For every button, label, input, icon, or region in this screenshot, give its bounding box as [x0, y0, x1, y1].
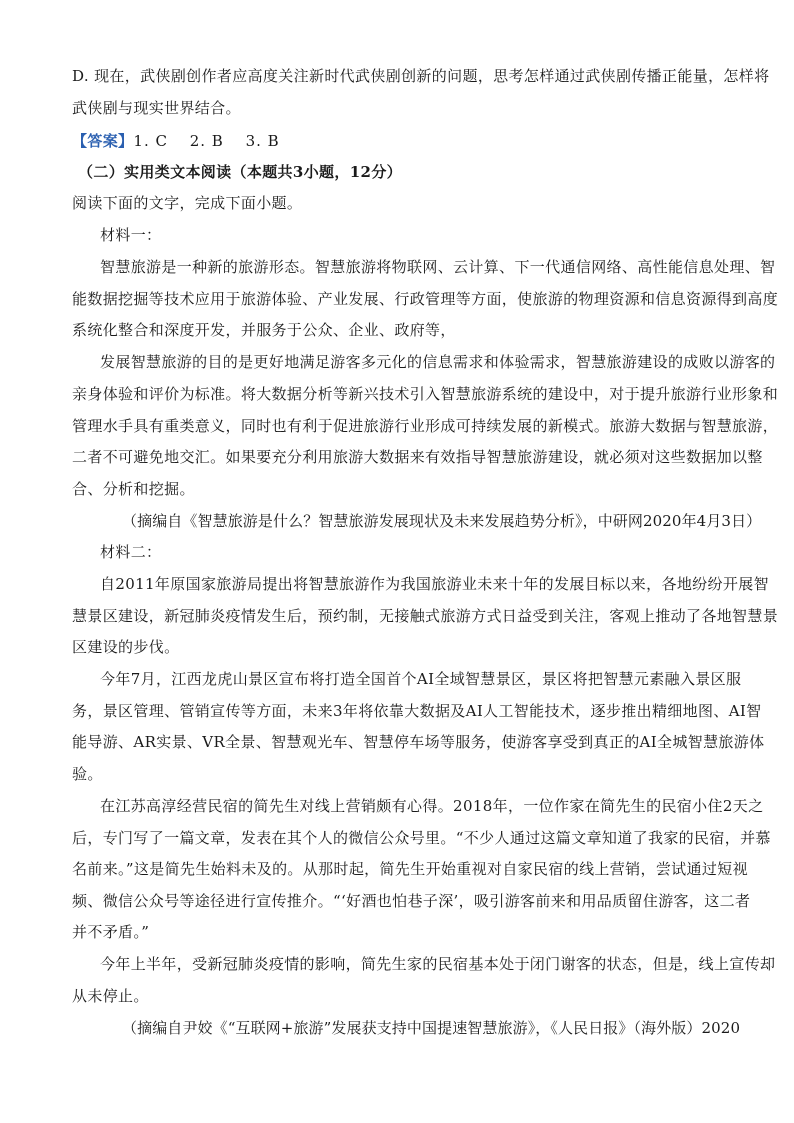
- material2-para2-line-4: 验。: [72, 765, 103, 783]
- material2-para1-line-1: 自2011年原国家旅游局提出将智慧旅游作为我国旅游业未来十年的发展目标以来，各地纷纷开展智: [100, 575, 769, 593]
- material2-para2-line-3: 能导游、AR实景、VR全景、智慧观光车、智慧停车场等服务，使游客享受到真正的AI全城智慧旅游体: [72, 733, 765, 751]
- material2-para4-line-2: 从未停止。: [72, 987, 149, 1005]
- material1-para2-line-4: 二者不可避免地交汇。如果要充分利用旅游大数据来有效指导智慧旅游建设，就必须对这些数据加以整: [72, 448, 763, 466]
- material2-label: 材料二：: [100, 543, 162, 561]
- material1-para1-line-1: 智慧旅游是一种新的旅游形态。智慧旅游将物联网、云计算、下一代通信网络、高性能信息处理、智: [100, 258, 776, 276]
- material1-source: （摘编自《智慧旅游是什么？智慧旅游发展现状及未来发展趋势分析》，中研网2020年4月3日）: [122, 512, 762, 530]
- material1-para1-line-2: 能数据挖掘等技术应用于旅游体验、产业发展、行政管理等方面，使旅游的物理资源和信息资源得到高度: [72, 290, 779, 308]
- section-heading: （二）实用类文本阅读（本题共3小题，12分）: [78, 163, 403, 181]
- option-d-line-2: 武侠剧与现实世界结合。: [72, 99, 241, 117]
- material1-para1-line-3: 系统化整合和深度开发，并服务于公众、企业、政府等，: [72, 321, 456, 339]
- material1-para2-line-1: 发展智慧旅游的目的是更好地满足游客多元化的信息需求和体验需求，智慧旅游建设的成败以游客的: [100, 353, 776, 371]
- answer-line: [72, 131, 280, 151]
- material2-para1-line-3: 区建设的步伐。: [72, 638, 180, 656]
- answer-values: 1. C 2. B 3. B: [133, 132, 280, 150]
- material1-para2-line-5: 合、分析和挖掘。: [72, 480, 195, 498]
- answer-label: 【答案】: [72, 132, 134, 150]
- material1-label: 材料一：: [100, 226, 162, 244]
- material2-para3-line-3: 名前来。”这是简先生始料未及的。从那时起，简先生开始重视对自家民宿的线上营销，尝试通过短视: [72, 860, 748, 878]
- material1-para2-line-3: 管理水手具有重类意义，同时也有利于促进旅游行业形成可持续发展的新模式。旅游大数据与智慧旅游，: [72, 417, 779, 435]
- material2-source: （摘编自尹姣《“互联网+旅游”发展获支持中国提速智慧旅游》，《人民日报》（海外版）2020: [122, 1019, 741, 1037]
- material2-para3-line-5: 并不矛盾。”: [72, 923, 150, 941]
- material1-para2-line-2: 亲身体验和评价为标准。将大数据分析等新兴技术引入智慧旅游系统的建设中，对于提升旅游行业形象和: [72, 385, 779, 403]
- option-d-line-1: D. 现在，武侠剧创作者应高度关注新时代武侠剧创新的问题，思考怎样通过武侠剧传播正能量，怎样将: [72, 67, 770, 85]
- material2-para3-line-4: 频、微信公众号等途径进行宣传推介。“‘好酒也怕巷子深’，吸引游客前来和用品质留住游客，这二者: [72, 892, 751, 910]
- instruction: 阅读下面的文字，完成下面小题。: [72, 194, 303, 212]
- material2-para4-line-1: 今年上半年，受新冠肺炎疫情的影响，简先生家的民宿基本处于闭门谢客的状态，但是，线上宣传却: [100, 955, 776, 973]
- material2-para3-line-1: 在江苏高淳经营民宿的简先生对线上营销颇有心得。2018年，一位作家在简先生的民宿小住2天之: [100, 797, 764, 815]
- material2-para2-line-2: 务，景区管理、管销宣传等方面，未来3年将依靠大数据及AI人工智能技术，逐步推出精细地图、AI智: [72, 702, 762, 720]
- material2-para1-line-2: 慧景区建设，新冠肺炎疫情发生后，预约制，无接触式旅游方式日益受到关注，客观上推动了各地智慧景: [72, 607, 779, 625]
- material2-para3-line-2: 后，专门写了一篇文章，发表在其个人的微信公众号里。“不少人通过这篇文章知道了我家的民宿，并慕: [72, 829, 771, 847]
- material2-para2-line-1: 今年7月，江西龙虎山景区宣布将打造全国首个AI全域智慧景区，景区将把智慧元素融入景区服: [100, 670, 742, 688]
